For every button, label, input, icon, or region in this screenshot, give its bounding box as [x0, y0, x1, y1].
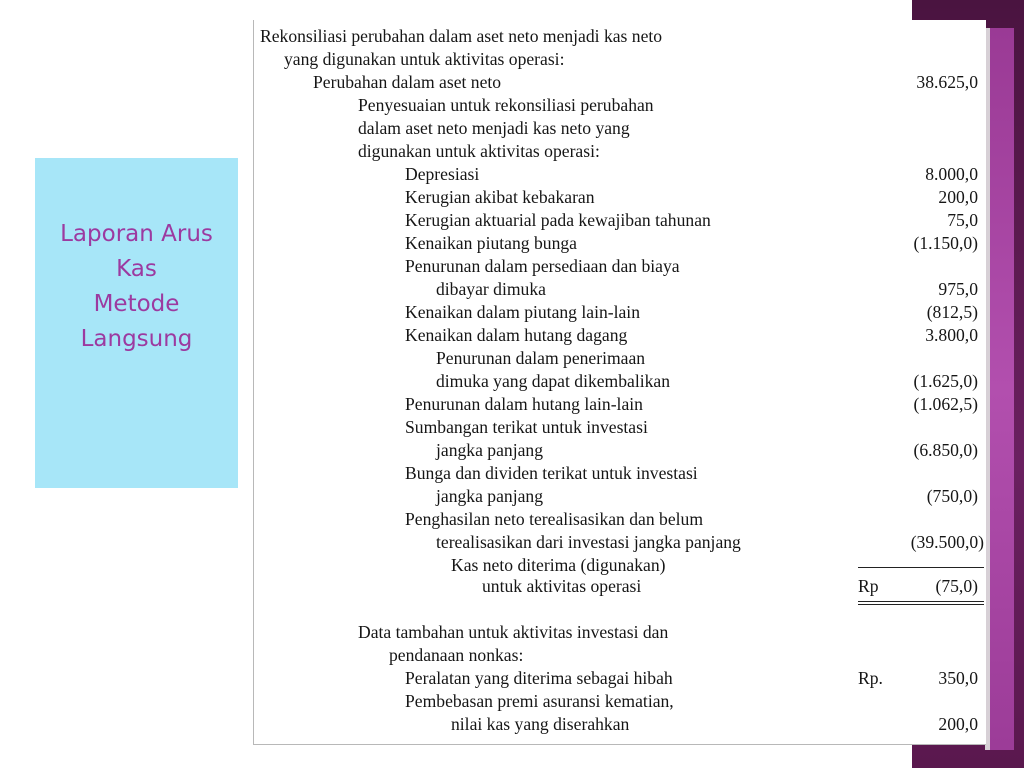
adjustment-value: (1.625,0) [913, 371, 978, 391]
supplemental-label: Peralatan yang diterima sebagai hibah [405, 668, 673, 688]
adjustment-value: (750,0) [926, 486, 978, 506]
adjustment-value: 75,0 [947, 210, 978, 230]
adjustment-label: Penghasilan neto terealisasikan dan belum [405, 509, 704, 529]
adjustment-value: (1.150,0) [913, 233, 978, 253]
adjustment-label-cont: dimuka yang dapat dikembalikan [436, 371, 671, 391]
adjustment-label: Depresiasi [405, 164, 480, 184]
supplemental-label: Pembebasan premi asuransi kematian, [405, 691, 674, 711]
adjustment-label-cont: terealisasikan dari investasi jangka panjang [436, 532, 741, 552]
adjustment-heading: digunakan untuk aktivitas operasi: [358, 141, 600, 161]
decorative-stripe-light [990, 28, 1014, 750]
currency-label: Rp [858, 576, 879, 596]
supplemental-value: 350,0 [938, 668, 978, 688]
adjustment-label: Penurunan dalam penerimaan [436, 348, 646, 368]
slide-title-line: Laporan Arus [60, 221, 213, 247]
title-panel [35, 158, 238, 488]
adjustment-label-cont: jangka panjang [436, 486, 543, 506]
adjustment-value: 3.800,0 [925, 325, 978, 345]
adjustment-value: 975,0 [938, 279, 978, 299]
slide-title-line: Kas [116, 256, 157, 282]
supplemental-value: 200,0 [938, 714, 978, 734]
adjustment-label: Sumbangan terikat untuk investasi [405, 417, 648, 437]
slide-title-line: Langsung [80, 326, 193, 352]
supplemental-label-cont: nilai kas yang diserahkan [451, 714, 630, 734]
total-rule-bottom [858, 604, 984, 605]
slide-title-line: Metode [93, 291, 180, 317]
adjustment-value: 8.000,0 [925, 164, 978, 184]
adjustment-label: Penurunan dalam hutang lain-lain [405, 394, 643, 414]
currency-label: Rp. [858, 668, 883, 688]
adjustment-label: Kenaikan dalam hutang dagang [405, 325, 628, 345]
supplemental-heading: pendanaan nonkas: [389, 645, 524, 665]
row-label: Perubahan dalam aset neto [313, 72, 502, 92]
adjustment-heading: dalam aset neto menjadi kas neto yang [358, 118, 630, 138]
adjustment-value: (39.500,0) [910, 532, 984, 552]
net-cash-label: Kas neto diterima (digunakan) [451, 555, 666, 575]
cash-flow-reconciliation-document [253, 20, 986, 745]
adjustment-label-cont: jangka panjang [436, 440, 543, 460]
adjustment-heading: Penyesuaian untuk rekonsiliasi perubahan [358, 95, 654, 115]
heading-line: yang digunakan untuk aktivitas operasi: [284, 49, 565, 69]
adjustment-label: Bunga dan dividen terikat untuk investasi [405, 463, 698, 483]
slide-title [60, 217, 213, 357]
total-rule-top [858, 601, 984, 602]
row-value: 38.625,0 [916, 72, 978, 92]
adjustment-label: Kerugian aktuarial pada kewajiban tahunan [405, 210, 711, 230]
adjustment-value: (1.062,5) [913, 394, 978, 414]
adjustment-value: (6.850,0) [913, 440, 978, 460]
net-cash-label-cont: untuk aktivitas operasi [482, 576, 642, 596]
adjustment-value: (812,5) [926, 302, 978, 322]
adjustment-label: Penurunan dalam persediaan dan biaya [405, 256, 680, 276]
adjustment-label: Kerugian akibat kebakaran [405, 187, 595, 207]
subtotal-rule [858, 567, 984, 568]
heading-line: Rekonsiliasi perubahan dalam aset neto menjadi kas neto [260, 26, 663, 46]
adjustment-value: 200,0 [938, 187, 978, 207]
supplemental-heading: Data tambahan untuk aktivitas investasi dan [358, 622, 669, 642]
adjustment-label: Kenaikan piutang bunga [405, 233, 577, 253]
adjustment-label: Kenaikan dalam piutang lain-lain [405, 302, 640, 322]
adjustment-label-cont: dibayar dimuka [436, 279, 546, 299]
net-cash-value: (75,0) [935, 576, 978, 596]
